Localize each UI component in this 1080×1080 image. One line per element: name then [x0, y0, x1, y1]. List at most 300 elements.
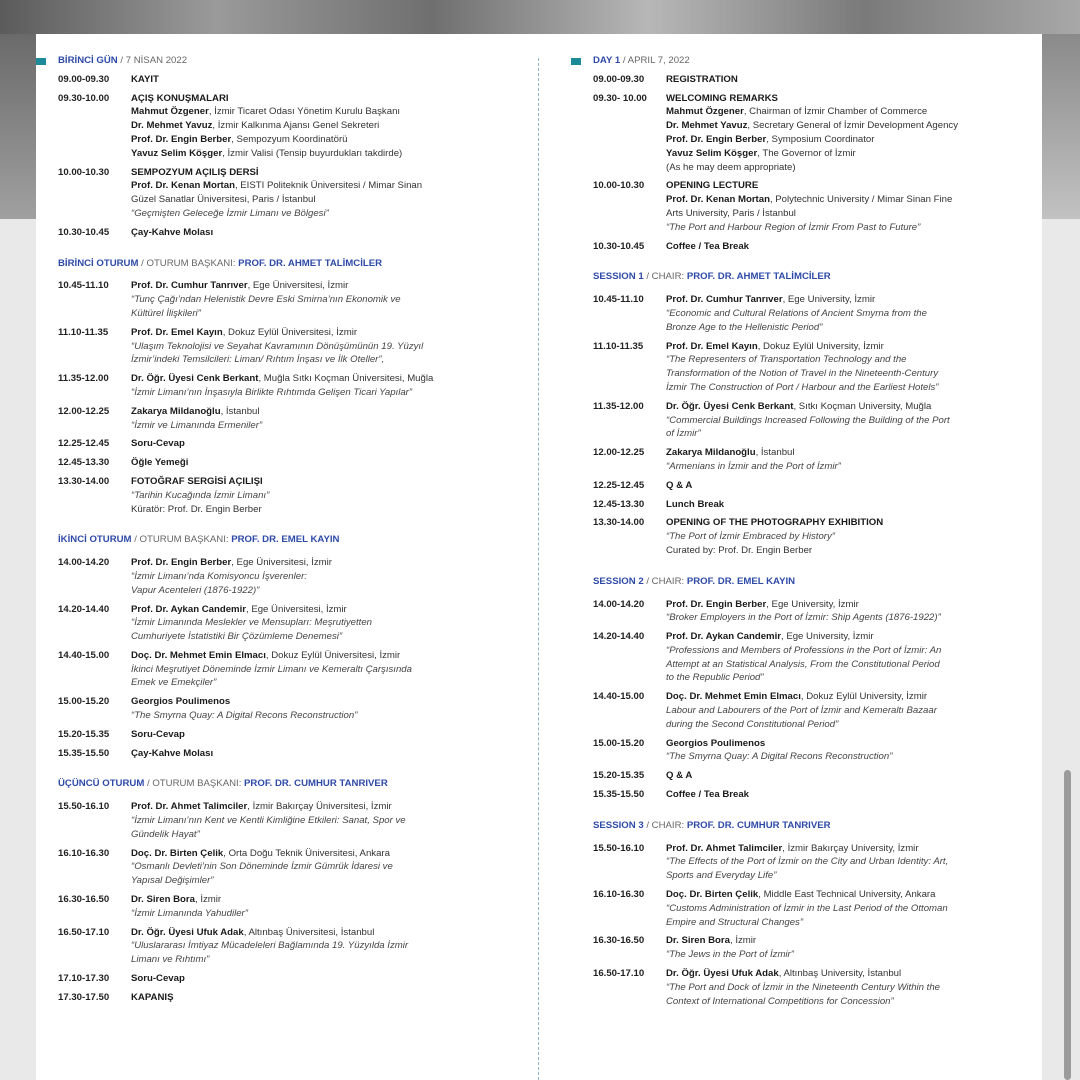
item-time: 15.35-15.50 [593, 789, 645, 801]
speaker-name: Doç. Dr. Mehmet Emin Elmacı [666, 691, 801, 703]
talk-title: “Broker Employers in the Port of İzmir: Ship Agents (1876-1922)” [666, 612, 941, 624]
session-name: ÜÇÜNCÜ OTURUM [58, 778, 145, 790]
talk-title: Sports and Everyday Life” [666, 870, 777, 882]
speaker-line [666, 400, 1018, 414]
item-title: Soru-Cevap [131, 973, 185, 985]
talk-title: Attempt at an Statistical Analysis, From the Constitutional Period [666, 658, 940, 670]
speaker-name: Prof. Dr. Cumhur Tanrıver [131, 280, 248, 292]
session-chair-label: OTURUM BAŞKANI: [139, 534, 232, 546]
session-heading [593, 270, 1018, 284]
talk-title: “Geçmişten Geleceğe İzmir Limanı ve Bölgesi” [131, 207, 329, 219]
item-body [131, 475, 518, 516]
talk-title: “The Representers of Transportation Technology and the [666, 354, 907, 366]
detail-line: Küratör: Prof. Dr. Engin Berber [131, 503, 262, 515]
item-body [666, 73, 1018, 87]
speaker-line [131, 649, 518, 663]
day-separator: / [620, 55, 628, 66]
session-name: SESSION 2 [593, 575, 644, 587]
talk-title: İzmir The Construction of Port / Harbour and the Earliest Hotels” [666, 381, 939, 393]
item-time: 16.30-16.50 [593, 935, 645, 947]
speaker-line [131, 800, 518, 814]
program-item [593, 446, 1018, 474]
session-separator: / [643, 271, 652, 283]
program-item [58, 695, 518, 723]
speaker-line [666, 630, 1018, 644]
program-item [593, 400, 1018, 441]
program-item [593, 769, 1018, 783]
item-body [131, 73, 518, 87]
speaker-line [666, 598, 1018, 612]
talk-title: “İzmir Limanında Yahudiler” [131, 907, 248, 919]
item-body [666, 516, 1018, 557]
item-time: 14.00-14.20 [593, 598, 645, 610]
program-item [593, 240, 1018, 254]
item-time: 09.30- 10.00 [593, 92, 647, 104]
right-photo-edge [1042, 34, 1080, 219]
item-body [666, 400, 1018, 441]
item-title: Lunch Break [666, 498, 725, 510]
program-item [58, 847, 518, 888]
item-time: 17.10-17.30 [58, 973, 110, 985]
item-time: 16.10-16.30 [58, 847, 110, 859]
item-time: 11.35-12.00 [58, 373, 109, 385]
item-body [131, 972, 518, 986]
talk-title: “İzmir Limanında Meslekler ve Mensupları: Meşrutiyetten [131, 617, 372, 629]
day-label: BİRİNCİ GÜN [58, 55, 118, 66]
item-time: 12.00-12.25 [593, 447, 645, 459]
item-body [131, 437, 518, 451]
speaker-name: Prof. Dr. Aykan Candemir [131, 603, 246, 615]
item-body [131, 556, 518, 597]
speaker-name: Dr. Öğr. Üyesi Ufuk Adak [666, 968, 779, 980]
item-body [131, 326, 518, 367]
item-title: Coffee / Tea Break [666, 240, 749, 252]
detail-line: Arts University, Paris / İstanbul [666, 207, 796, 219]
talk-title: İkinci Meşrutiyet Döneminde İzmir Limanı ve Kemeraltı Çarşısında [131, 663, 412, 675]
speaker-name: Yavuz Selim Köşger [131, 147, 223, 159]
session-heading [58, 533, 518, 547]
session-name: BİRİNCİ OTURUM [58, 257, 139, 269]
program-item [593, 967, 1018, 1008]
item-body [131, 279, 518, 320]
speaker-affiliation: , Ege Üniversitesi, İzmir [247, 280, 349, 292]
day-date: 7 NİSAN 2022 [125, 55, 188, 66]
speaker-name: Georgios Poulimenos [131, 696, 231, 708]
talk-title: “Tunç Çağı’ndan Helenistik Devre Eski Smirna’nın Ekonomik ve [131, 294, 401, 306]
speaker-line [131, 405, 518, 419]
speaker-line [131, 179, 518, 193]
session-heading [58, 257, 518, 271]
speaker-name: Zakarya Mildanoğlu [666, 447, 756, 459]
speaker-name: Zakarya Mildanoğlu [131, 405, 221, 417]
program-item [593, 598, 1018, 626]
item-time: 12.25-12.45 [58, 438, 110, 450]
speaker-line [666, 737, 1018, 751]
speaker-affiliation: , EISTI Politeknik Üniversitesi / Mimar Sinan [234, 180, 423, 192]
speaker-affiliation: , Middle East Technical University, Ankara [758, 889, 936, 901]
item-time: 12.45-13.30 [593, 498, 645, 510]
item-title: AÇIŞ KONUŞMALARI [131, 92, 229, 104]
header-photo-strip [0, 0, 1080, 34]
talk-title: of İzmir” [666, 428, 701, 440]
speaker-name: Dr. Mehmet Yavuz [131, 120, 213, 132]
item-time: 15.00-15.20 [593, 737, 645, 749]
day-label: DAY 1 [593, 55, 621, 66]
item-time: 17.30-17.50 [58, 991, 110, 1003]
program-item [593, 179, 1018, 234]
speaker-affiliation: , Altınbaş Üniversitesi, İstanbul [243, 926, 375, 938]
program-item [593, 293, 1018, 334]
session-chair-name: PROF. DR. AHMET TALİMCİLER [238, 257, 383, 269]
item-time: 09.00-09.30 [58, 73, 110, 85]
program-item [58, 649, 518, 690]
item-body [666, 888, 1018, 929]
speaker-name: Prof. Dr. Emel Kayın [131, 326, 223, 338]
detail-line: Curated by: Prof. Dr. Engin Berber [666, 544, 813, 556]
talk-title: Vapur Acenteleri (1876-1922)” [131, 584, 260, 596]
item-body [131, 456, 518, 470]
item-body [131, 747, 518, 761]
item-title: Soru-Cevap [131, 728, 185, 740]
program-item [58, 166, 518, 221]
item-time: 14.40-15.00 [593, 691, 645, 703]
session-chair-label: CHAIR: [651, 819, 687, 831]
talk-title: “İzmir Limanı’nın Kent ve Kentli Kimliğine Etkileri: Sanat, Spor ve [131, 815, 406, 827]
item-time: 15.00-15.20 [58, 696, 110, 708]
item-time: 15.50-16.10 [58, 801, 110, 813]
item-body [666, 788, 1018, 802]
speaker-name: Prof. Dr. Cumhur Tanrıver [666, 294, 783, 306]
item-body [666, 293, 1018, 334]
item-body [131, 847, 518, 888]
scrollbar-thumb[interactable] [1064, 770, 1071, 1080]
program-item [58, 893, 518, 921]
turkish-program-column [58, 54, 518, 1010]
item-time: 10.30-10.45 [593, 240, 645, 252]
item-body [131, 92, 518, 161]
item-title: WELCOMING REMARKS [666, 92, 778, 104]
english-program-column [593, 54, 1018, 1013]
talk-title: Context of International Competitions for Concession” [666, 995, 894, 1007]
talk-title: Empire and Structural Changes” [666, 916, 804, 928]
speaker-line [666, 690, 1018, 704]
item-time: 15.20-15.35 [58, 728, 110, 740]
program-item [58, 437, 518, 451]
speaker-affiliation: , Ege Üniversitesi, İzmir [245, 603, 347, 615]
session-chair-label: OTURUM BAŞKANI: [152, 778, 245, 790]
talk-title: Kültürel İlişkileri” [131, 307, 201, 319]
day-date: APRIL 7, 2022 [627, 55, 690, 66]
talk-title: “The Smyrna Quay: A Digital Recons Reconstruction” [131, 710, 358, 722]
speaker-line [131, 926, 518, 940]
session-chair-name: PROF. DR. AHMET TALİMCİLER [686, 271, 831, 283]
speaker-affiliation: , Ege Üniversitesi, İzmir [231, 557, 332, 569]
item-body [666, 967, 1018, 1008]
speaker-line [131, 556, 518, 570]
item-title: Öğle Yemeği [131, 457, 189, 469]
item-title: Çay-Kahve Molası [131, 226, 214, 238]
talk-title: “Economic and Cultural Relations of Ancient Smyrna from the [666, 307, 927, 319]
item-time: 14.20-14.40 [58, 603, 110, 615]
speaker-affiliation: , Sıtkı Koçman University, Muğla [793, 400, 932, 412]
speaker-line [131, 372, 518, 386]
item-body [131, 695, 518, 723]
item-title: Q & A [666, 770, 693, 782]
talk-title: “Customs Administration of İzmir in the Last Period of the Ottoman [666, 902, 948, 914]
talk-title: Labour and Labourers of the Port of İzmir and Kemeraltı Bazaar [666, 705, 937, 717]
speaker-name: Prof. Dr. Kenan Mortan [666, 194, 770, 206]
item-time: 13.30-14.00 [593, 517, 645, 529]
program-item [58, 73, 518, 87]
program-item [58, 456, 518, 470]
session-heading [593, 819, 1018, 833]
item-body [666, 934, 1018, 962]
talk-title: Transformation of the Notion of Travel in the Nineteenth-Century [666, 368, 939, 380]
speaker-affiliation: , The Governor of İzmir [757, 147, 856, 159]
speaker-line [131, 279, 518, 293]
speaker-name: Dr. Mehmet Yavuz [666, 120, 748, 132]
speaker-affiliation: , Ege University, İzmir [782, 294, 876, 306]
item-time: 14.40-15.00 [58, 649, 110, 661]
day-marker-icon [36, 58, 46, 65]
speaker-affiliation: , Polytechnic University / Mimar Sinan Fine [769, 194, 953, 206]
speaker-line [131, 133, 518, 147]
speaker-name: Prof. Dr. Aykan Candemir [666, 631, 781, 643]
program-item [58, 372, 518, 400]
session-separator: / [144, 778, 153, 790]
item-time: 16.50-17.10 [593, 968, 645, 980]
speaker-affiliation: , Orta Doğu Teknik Üniversitesi, Ankara [223, 847, 390, 859]
program-item [58, 800, 518, 841]
session-chair-label: CHAIR: [651, 271, 687, 283]
item-time: 15.50-16.10 [593, 842, 645, 854]
program-item [58, 603, 518, 644]
speaker-name: Prof. Dr. Ahmet Talimciler [666, 842, 783, 854]
talk-title: “Armenians in İzmir and the Port of İzmir” [666, 460, 841, 472]
speaker-name: Prof. Dr. Kenan Mortan [131, 180, 235, 192]
item-time: 09.00-09.30 [593, 73, 645, 85]
program-item [593, 788, 1018, 802]
item-body [666, 179, 1018, 234]
day-heading [58, 54, 518, 68]
speaker-affiliation: , İstanbul [220, 405, 260, 417]
item-body [666, 479, 1018, 493]
program-item [58, 326, 518, 367]
item-time: 10.30-10.45 [58, 226, 110, 238]
item-time: 12.00-12.25 [58, 405, 110, 417]
speaker-line [131, 695, 518, 709]
item-time: 15.35-15.50 [58, 747, 110, 759]
speaker-affiliation: , İzmir Valisi (Tensip buyurdukları takdirde) [222, 147, 403, 159]
speaker-name: Dr. Öğr. Üyesi Cenk Berkant [666, 400, 794, 412]
item-body [666, 630, 1018, 685]
speaker-name: Prof. Dr. Engin Berber [666, 598, 767, 610]
session-chair-name: PROF. DR. EMEL KAYIN [231, 534, 340, 546]
speaker-line [666, 105, 1018, 119]
talk-title: “The Port of İzmir Embraced by History” [666, 531, 835, 543]
item-time: 15.20-15.35 [593, 770, 645, 782]
program-item [593, 737, 1018, 765]
item-body [131, 991, 518, 1005]
speaker-affiliation: , İstanbul [755, 447, 795, 459]
talk-title: “Uluslararası İmtiyaz Mücadeleleri Bağlamında 19. Yüzyılda İzmir [131, 940, 409, 952]
item-time: 11.10-11.35 [58, 326, 109, 338]
speaker-affiliation: , Sempozyum Koordinatörü [231, 133, 348, 145]
program-item [58, 972, 518, 986]
item-title: KAYIT [131, 73, 159, 85]
speaker-affiliation: , Altınbaş University, İstanbul [778, 968, 902, 980]
speaker-name: Prof. Dr. Engin Berber [131, 133, 232, 145]
talk-title: Yapısal Değişimler” [131, 875, 214, 887]
program-item [58, 92, 518, 161]
item-body [131, 226, 518, 240]
speaker-affiliation: , İzmir [729, 935, 757, 947]
session-name: İKİNCİ OTURUM [58, 534, 132, 546]
talk-title: “The Smyrna Quay: A Digital Recons Reconstruction” [666, 751, 893, 763]
talk-title: “İzmir Limanı’nda Komisyoncu İşverenler: [131, 570, 307, 582]
session-chair-name: PROF. DR. CUMHUR TANRIVER [686, 819, 831, 831]
speaker-affiliation: , Dokuz Eylül University, İzmir [800, 691, 928, 703]
talk-title: “Professions and Members of Professions in the Port of İzmir: An [666, 644, 942, 656]
program-item [593, 92, 1018, 175]
item-time: 12.25-12.45 [593, 479, 645, 491]
speaker-name: Dr. Öğr. Üyesi Ufuk Adak [131, 926, 244, 938]
speaker-affiliation: , İzmir Bakırçay Üniversitesi, İzmir [247, 801, 392, 813]
program-item [593, 690, 1018, 731]
program-item [58, 405, 518, 433]
program-item [593, 73, 1018, 87]
speaker-name: Prof. Dr. Engin Berber [131, 557, 232, 569]
speaker-line [131, 119, 518, 133]
detail-line: Güzel Sanatlar Üniversitesi, Paris / İstanbul [131, 194, 316, 206]
session-separator: / [138, 257, 147, 269]
speaker-affiliation: , Dokuz Eylül Üniversitesi, İzmir [265, 649, 401, 661]
item-body [666, 598, 1018, 626]
talk-title: “İzmir ve Limanında Ermeniler” [131, 419, 263, 431]
talk-title: İzmir’indeki Temsilcileri: Liman/ Rıhtım İnşası ve İlk Oteller”, [131, 354, 385, 366]
speaker-line [666, 934, 1018, 948]
item-body [131, 800, 518, 841]
speaker-affiliation: , Chairman of İzmir Chamber of Commerce [743, 106, 928, 118]
session-chair-name: PROF. DR. CUMHUR TANRIVER [244, 778, 388, 790]
item-body [666, 737, 1018, 765]
item-time: 10.00-10.30 [593, 180, 645, 192]
program-item [593, 888, 1018, 929]
item-body [666, 769, 1018, 783]
talk-title: to the Republic Period” [666, 672, 764, 684]
talk-title: “The Jews in the Port of İzmir” [666, 949, 794, 961]
program-item [593, 934, 1018, 962]
item-body [666, 240, 1018, 254]
talk-title: “Tarihin Kucağında İzmir Limanı” [131, 489, 270, 501]
speaker-name: Prof. Dr. Ahmet Talimciler [131, 801, 248, 813]
item-body [131, 603, 518, 644]
left-photo-edge [0, 34, 36, 219]
item-body [131, 926, 518, 967]
session-separator: / [643, 819, 652, 831]
column-divider [538, 58, 539, 1080]
speaker-line [131, 326, 518, 340]
speaker-line [666, 133, 1018, 147]
speaker-name: Doç. Dr. Birten Çelik [666, 889, 759, 901]
item-body [666, 446, 1018, 474]
program-item [593, 842, 1018, 883]
item-title: SEMPOZYUM AÇILIŞ DERSİ [131, 166, 259, 178]
speaker-affiliation: , Ege University, İzmir [780, 631, 874, 643]
speaker-line [131, 603, 518, 617]
detail-line: (As he may deem appropriate) [666, 161, 796, 173]
program-item [58, 728, 518, 742]
talk-title: Emek ve Emekçiler” [131, 677, 217, 689]
day-marker-icon [571, 58, 581, 65]
speaker-affiliation: , Dokuz Eylül University, İzmir [757, 340, 884, 352]
speaker-line [131, 847, 518, 861]
speaker-name: Doç. Dr. Birten Çelik [131, 847, 224, 859]
item-time: 10.45-11.10 [58, 280, 109, 292]
session-separator: / [131, 534, 140, 546]
program-item [58, 279, 518, 320]
program-item [593, 630, 1018, 685]
program-item [58, 475, 518, 516]
speaker-line [131, 893, 518, 907]
speaker-line [666, 119, 1018, 133]
talk-title: Gündelik Hayat” [131, 828, 200, 840]
item-time: 14.00-14.20 [58, 557, 110, 569]
program-item [58, 747, 518, 761]
day-separator: / [117, 55, 126, 66]
item-body [131, 728, 518, 742]
speaker-line [666, 842, 1018, 856]
session-chair-label: CHAIR: [651, 575, 687, 587]
speaker-affiliation: , Dokuz Eylül Üniversitesi, İzmir [222, 326, 358, 338]
talk-title: Limanı ve Rıhtımı” [131, 954, 210, 966]
item-time: 10.00-10.30 [58, 166, 110, 178]
item-body [666, 498, 1018, 512]
item-title: REGISTRATION [666, 73, 738, 85]
item-time: 10.45-11.10 [593, 294, 644, 306]
program-item [58, 556, 518, 597]
session-name: SESSION 3 [593, 819, 644, 831]
talk-title: Bronze Age to the Hellenistic Period” [666, 321, 823, 333]
speaker-line [666, 340, 1018, 354]
program-item [593, 516, 1018, 557]
item-title: OPENING OF THE PHOTOGRAPHY EXHIBITION [666, 517, 884, 529]
program-item [593, 498, 1018, 512]
item-time: 16.30-16.50 [58, 894, 110, 906]
item-title: Soru-Cevap [131, 438, 185, 450]
speaker-line [131, 147, 518, 161]
item-title: KAPANIŞ [131, 991, 174, 1003]
item-body [666, 92, 1018, 175]
speaker-name: Prof. Dr. Engin Berber [666, 133, 767, 145]
session-heading [58, 777, 518, 791]
speaker-affiliation: , Ege University, İzmir [766, 598, 859, 610]
talk-title: “İzmir Limanı’nın İnşasıyla Birlikte Rıhtımda Gelişen Ticari Yapılar” [131, 386, 413, 398]
item-time: 11.10-11.35 [593, 340, 644, 352]
program-item [58, 926, 518, 967]
item-body [131, 893, 518, 921]
session-heading [593, 575, 1018, 589]
speaker-line [666, 293, 1018, 307]
program-item [58, 226, 518, 240]
item-time: 12.45-13.30 [58, 457, 110, 469]
speaker-name: Mahmut Özgener [131, 106, 209, 118]
talk-title: “The Port and Harbour Region of İzmir From Past to Future” [666, 221, 921, 233]
item-title: Q & A [666, 479, 693, 491]
talk-title: “The Effects of the Port of İzmir on the City and Urban Identity: Art, [666, 856, 949, 868]
item-body [666, 340, 1018, 395]
talk-title: “Commercial Buildings Increased Following the Building of the Port [666, 414, 950, 426]
